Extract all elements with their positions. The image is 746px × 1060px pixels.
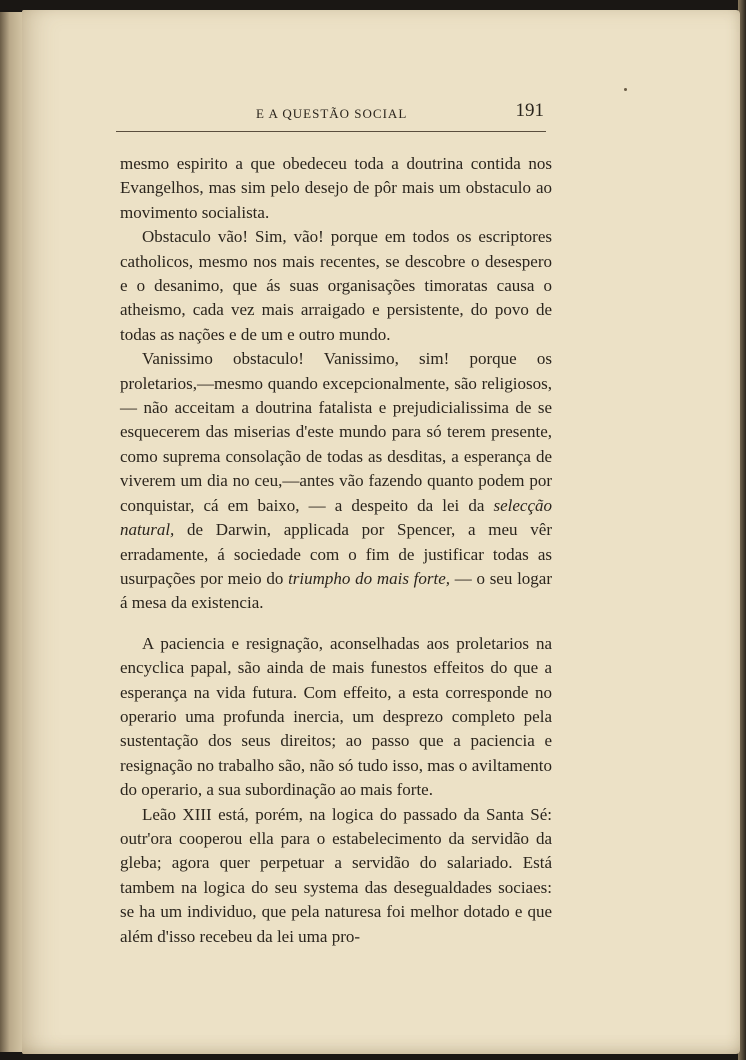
text-run: de Darwin, applicada por Spencer, a meu vêr erradamente, á sociedade com o fim de justificar todas as usurpações por meio do (120, 520, 552, 588)
body-text (120, 152, 552, 949)
page-header (96, 100, 548, 130)
paragraph (120, 632, 552, 803)
text-run: mesmo espirito a que obedeceu toda a doutrina contida nos Evangelhos, mas sim pelo desejo de pôr mais um obstaculo ao movimento socialista. (120, 154, 552, 222)
italic-text-run: selecção natural, (120, 495, 552, 540)
book-page-edge-left (0, 12, 24, 1052)
italic-text-run: triumpho do mais forte, (288, 568, 451, 588)
text-run: — o seu logar á mesa da existencia. (120, 568, 552, 613)
text-run: Obstaculo vão! Sim, vão! porque em todos os escriptores catholicos, mesmo nos mais recentes, se descobre o desespero e o desanimo, que ás suas organisações timoratas causa o atheismo, cada vez mais arraigado e persistente, do povo de todas as nações e de um e outro mundo. (120, 227, 552, 344)
page-number: 191 (515, 100, 544, 121)
header-rule (116, 131, 546, 132)
paper-speck (624, 88, 627, 91)
text-run: Leão XIII está, porém, na logica do passado da Santa Sé: outr'ora cooperou ella para o estabelecimento da servidão da gleba; agora quer perpetuar a servidão do salariado. Está tambem na logica do seu systema das desegualdades sociaes: se ha um individuo, que pela naturesa foi melhor dotado e que além d'isso recebeu da lei uma pro- (120, 804, 552, 946)
paragraph (120, 225, 552, 347)
paragraph (120, 803, 552, 949)
text-run: A paciencia e resignação, aconselhadas aos proletarios na encyclica papal, são ainda de mais funestos effeitos do que a esperança na vida futura. Com effeito, a esta corresponde no operario uma profunda inercia, um desprezo completo pela sustentação dos seus direitos; ao passo que a paciencia e resignação no trabalho são, não só tudo isso, mas o aviltamento do operario, a sua subordinação ao mais forte. (120, 633, 552, 800)
running-title: E A QUESTÃO SOCIAL (256, 106, 408, 121)
text-run: Vanissimo obstaculo! Vanissimo, sim! porque os proletarios,—mesmo quando excepcionalmente, são religiosos,— não acceitam a doutrina fatalista e prejudicialissima de se esquecerem das miserias d'este mundo para só terem presente, como suprema consolação de todas as desditas, a esperança de viverem um dia no ceu,—antes vão fazendo quanto podem por conquistar, cá em baixo, — a despeito da lei da (120, 349, 552, 515)
paragraph (120, 347, 552, 615)
paragraph (120, 152, 552, 225)
